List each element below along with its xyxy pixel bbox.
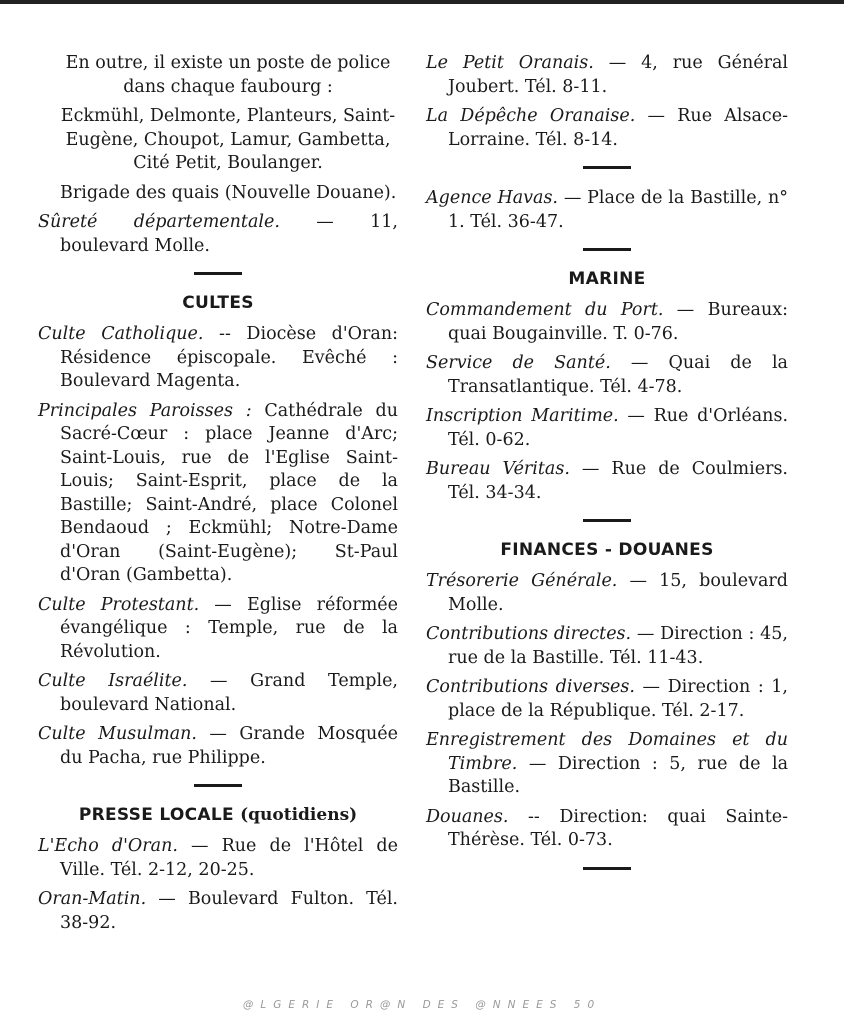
entry-name: Culte Catholique. (38, 324, 204, 344)
watermark-footer: @LGERIE OR@N DES @NNEES 50 (242, 999, 602, 1011)
enregistrement-entry (426, 729, 788, 800)
section-divider (583, 248, 631, 251)
contributions-directes-entry (426, 623, 788, 670)
commandement-port-entry (426, 299, 788, 346)
entry-name: Culte Israélite. (38, 671, 188, 691)
culte-catholique-entry (38, 323, 398, 394)
culte-protestant-entry (38, 594, 398, 665)
entry-text: — Rue de l'Hôtel de Ville. Tél. 2-12, 20-25. (60, 836, 398, 880)
petit-oranais-entry (426, 52, 788, 99)
entry-text: — Grand Temple, boulevard National. (60, 671, 398, 715)
oran-matin-entry (38, 888, 398, 935)
entry-name: Service de Santé. (426, 353, 611, 373)
right-column (426, 52, 788, 888)
entry-name: Commandement du Port. (426, 300, 664, 320)
entry-text: — 4, rue Général Joubert. Tél. 8-11. (448, 53, 788, 97)
inscription-maritime-entry (426, 405, 788, 452)
tresorerie-entry (426, 570, 788, 617)
entry-name: La Dépêche Oranaise. (426, 106, 636, 126)
entry-name: Principales Paroisses : (38, 400, 252, 421)
entry-text: — Rue Alsace-Lorraine. Tél. 8-14. (448, 106, 789, 150)
cultes-heading: CULTES (182, 293, 254, 313)
entry-text: -- Diocèse d'Oran: Résidence épiscopale. Evêché : Boulevard Magenta. (60, 324, 398, 391)
entry-text: — Place de la Bastille, n° 1. Tél. 36-47. (448, 188, 789, 232)
entry-text: — Direction : 5, rue de la Bastille. (448, 753, 788, 797)
entry-text: — Bureaux: quai Bougainville. T. 0-76. (448, 300, 788, 344)
entry-text: — 15, boulevard Molle. (448, 571, 788, 615)
presse-locale-heading (38, 805, 398, 825)
entry-name: Enregistrement des Domaines et du Timbre. (426, 730, 788, 774)
marine-heading: MARINE (568, 269, 646, 289)
culte-musulman-entry (38, 723, 398, 770)
section-divider (583, 166, 631, 169)
entry-name: Agence Havas. (426, 188, 559, 208)
entry-text: — Quai de la Transatlantique. Tél. 4-78. (448, 353, 788, 397)
entry-name: Bureau Véritas. (426, 459, 570, 479)
faubourgs-list: Eckmühl, Delmonte, Planteurs, Saint-Eugène, Choupot, Lamur, Gambetta, Cité Petit, Boulanger. (60, 106, 396, 173)
entry-text: — Eglise réformée évangélique : Temple, rue de la Révolution. (60, 594, 398, 662)
entry-text: — Grande Mosquée du Pacha, rue Philippe. (60, 724, 399, 768)
entry-name: Trésorerie Générale. (426, 571, 618, 591)
paroisses-entry (38, 400, 398, 588)
entry-text: — Direction : 45, rue de la Bastille. Tél. 11-43. (448, 624, 788, 668)
entry-name: Sûreté départementale. (38, 212, 280, 232)
entry-name: Inscription Maritime. (426, 406, 619, 426)
top-border-rule (0, 0, 844, 4)
entry-name: Contributions diverses. (426, 677, 635, 697)
section-divider (194, 272, 242, 275)
surete-entry (38, 211, 398, 258)
entry-name: Culte Musulman. (38, 724, 197, 744)
entry-text: — Rue d'Orléans. Tél. 0-62. (448, 406, 789, 450)
entry-text: — Direction : 1, place de la République. Tél. 2-17. (448, 677, 788, 721)
entry-name: Douanes. (426, 806, 509, 827)
echo-oran-entry (38, 835, 398, 882)
section-divider (194, 784, 242, 787)
service-sante-entry (426, 352, 788, 399)
entry-name: Contributions directes. (426, 624, 632, 644)
finances-douanes-heading: FINANCES - DOUANES (500, 540, 714, 560)
section-divider (583, 519, 631, 522)
entry-text: Cathédrale du Sacré-Cœur : place Jeanne d'Arc; Saint-Louis, rue de l'Eglise Saint-Louis; Saint-Esprit, place de la Bastille; Saint-André, place Colonel Bendaoud ; Eckmühl; Notre-Dame d'Oran (Saint-Eugène); St-Paul d'Oran (Gambetta). (60, 400, 398, 585)
entry-text: — Boulevard Fulton. Tél. 38-92. (60, 889, 398, 933)
police-intro: En outre, il existe un poste de police dans chaque faubourg : (65, 53, 391, 97)
douanes-entry (426, 806, 788, 853)
culte-israelite-entry (38, 670, 398, 717)
entry-text: — Rue de Coulmiers. Tél. 34-34. (448, 459, 788, 503)
bureau-veritas-entry (426, 458, 788, 505)
brigade-quais: Brigade des quais (Nouvelle Douane). (60, 182, 397, 203)
entry-name: L'Echo d'Oran. (38, 836, 178, 856)
entry-name: Le Petit Oranais. (426, 53, 594, 73)
heading-label: PRESSE LOCALE (78, 805, 234, 825)
entry-name: Oran-Matin. (38, 889, 147, 909)
agence-havas-entry (426, 187, 788, 234)
section-divider (583, 867, 631, 870)
heading-sub: (quotidiens) (240, 805, 358, 825)
left-column (38, 52, 398, 941)
depeche-oranaise-entry (426, 105, 788, 152)
entry-name: Culte Protestant. (38, 594, 200, 615)
contributions-diverses-entry (426, 676, 788, 723)
entry-text: -- Direction: quai Sainte-Thérèse. Tél. 0-73. (448, 806, 788, 850)
entry-text: — 11, boulevard Molle. (60, 212, 398, 256)
